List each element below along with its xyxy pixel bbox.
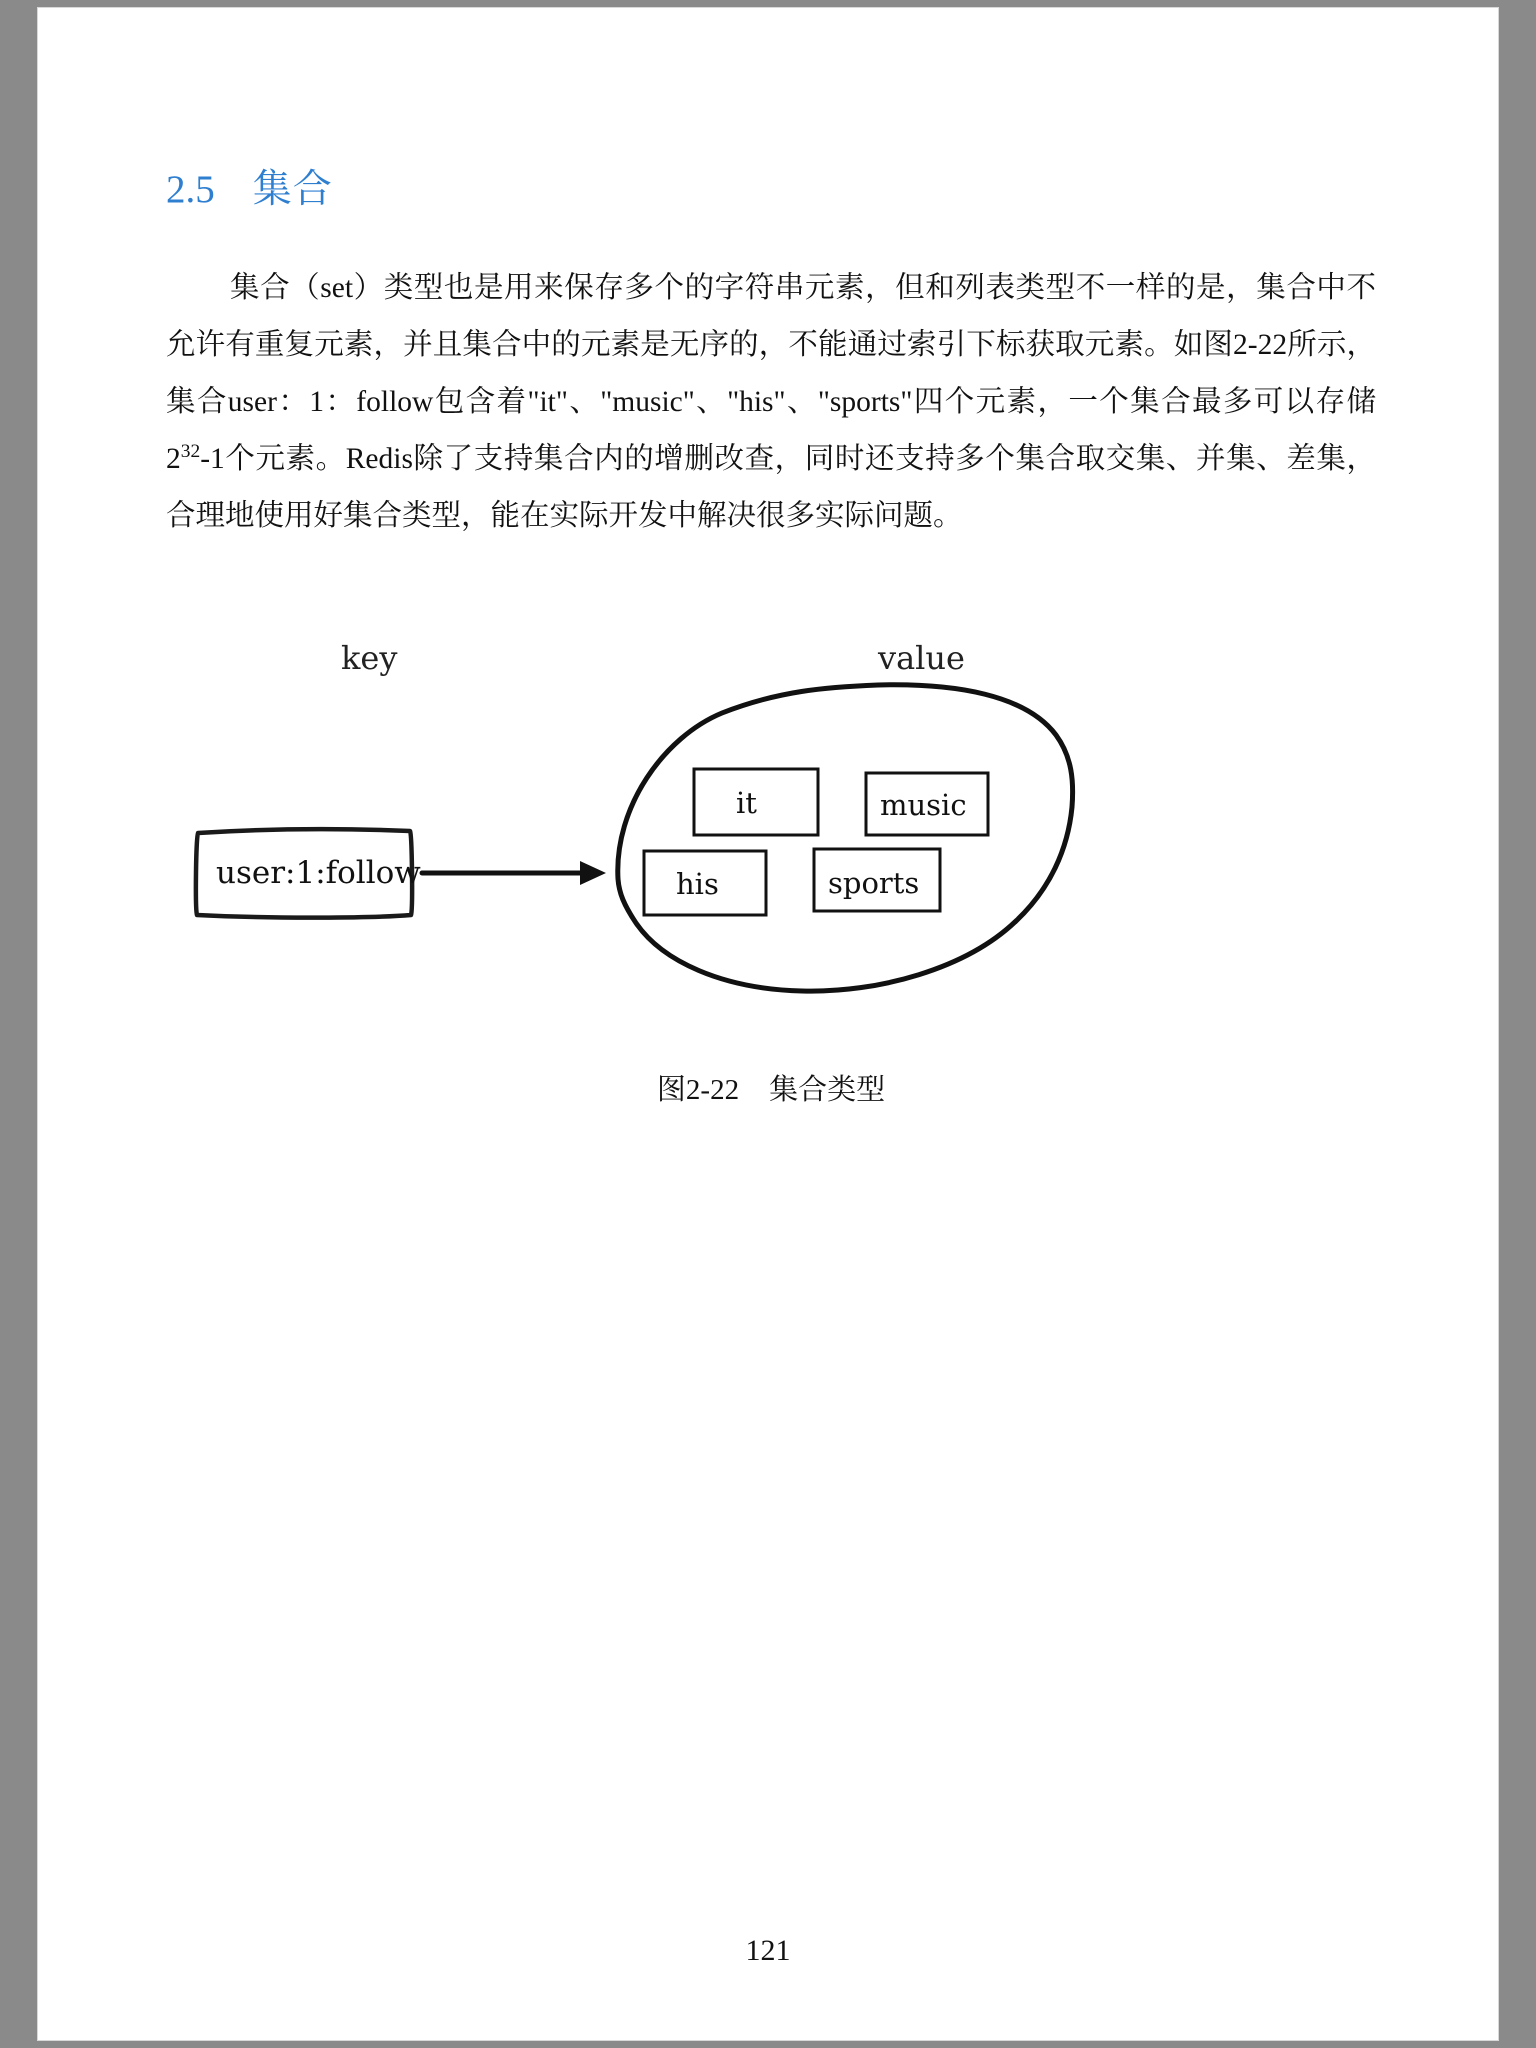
page-title [166, 158, 1376, 214]
paragraph-part-1: 集合（set）类型也是用来保存多个的字符串元素，但和列表类型不一样的是，集合中不允许有重复元素，并且集合中的元素是无序的，不能通过索引下标获取元素。如图2-22所示，集合user：1：follow包含着"it"、"music"、"his"、"sports"四个元素，一个集合最多可以存储2 [166, 272, 1376, 475]
figure-caption [166, 1067, 1376, 1108]
paragraph-part-2: -1个元素。Redis除了支持集合内的增删改查，同时还支持多个集合取交集、并集、差集，合理地使用好集合类型，能在实际开发中解决很多实际问题。 [166, 443, 1376, 532]
figure-arrow-head [580, 861, 606, 885]
figure-key-label: key [341, 639, 398, 677]
figure-value-label: value [878, 639, 965, 677]
figure-key-box-label: user:1:follow [216, 855, 421, 891]
figure-set-type [166, 621, 1376, 1106]
section-title-text: 集合 [252, 168, 333, 211]
figure-value-blob [618, 685, 1073, 991]
paragraph-superscript: 32 [180, 441, 201, 463]
body-paragraph [166, 260, 1376, 545]
figure-item-label-3: sports [828, 866, 920, 900]
page-number: 121 [745, 1934, 791, 1967]
figure-caption-number: 图2-22 [656, 1074, 740, 1106]
document-page [38, 8, 1498, 2040]
figure-item-label-2: his [676, 867, 719, 901]
figure-caption-title: 集合类型 [769, 1074, 886, 1106]
page-content [166, 158, 1376, 1106]
figure-item-label-1: music [880, 788, 967, 822]
section-number: 2.5 [166, 168, 215, 211]
figure-item-label-0: it [736, 786, 757, 820]
